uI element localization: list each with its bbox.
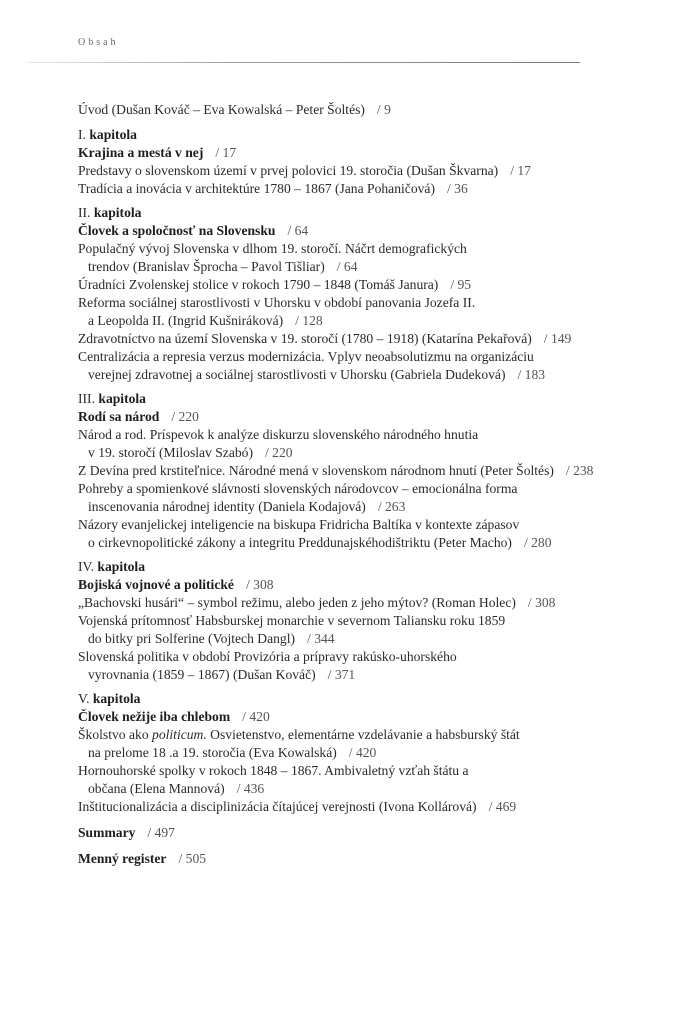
chapter-1: I. kapitola Krajina a mestá v nej / 17 Predstavy o slovenskom území v prvej polovici 19. storočia (Dušan Škvarna) / 17 Tradícia a inovácia v architektúre 1780 – 1867 (Jana Pohaničová) / 36 — [78, 126, 618, 198]
chapter-3: III. kapitola Rodí sa národ / 220 Národ a rod. Príspevok k analýze diskurzu slovenského národného hnutia v 19. storočí (Miloslav Szabó) / 220 Z Devína pred krstiteľnice. Národné mená v slovenskom národnom hnutí (Peter Šoltés) / 238 Pohreby a spomienkové slávnosti slovenských národovcov – emocionálna forma inscenovania národnej identity (Daniela Kodajová) / 263 Názory evanjelickej inteligencie na biskupa Fridricha Baltíka v kontexte zápasov o cirkevnopolitické zákony a integritu Preddunajskéhodištriktu (Peter Macho) / 280 — [78, 390, 618, 552]
chapter-title[interactable]: Rodí sa národ / 220 — [78, 409, 199, 424]
toc-entry[interactable]: Inštitucionalizácia a disciplinizácia čítajúcej verejnosti (Ivona Kollárová) / 469 — [78, 799, 517, 814]
toc-entry[interactable]: Zdravotníctvo na území Slovenska v 19. storočí (1780 – 1918) (Katarína Pekařová) / 149 — [78, 331, 572, 346]
toc-entry[interactable]: Reforma sociálnej starostlivosti v Uhorsku v období panovania Jozefa II. a Leopolda II. (Ingrid Kušniráková) / 128 — [78, 295, 476, 328]
toc-entry[interactable]: Názory evanjelickej inteligencie na biskupa Fridricha Baltíka v kontexte zápasov o cirkevnopolitické zákony a integritu Preddunajskéhodištriktu (Peter Macho) / 280 — [78, 517, 552, 550]
toc-entry[interactable]: Školstvo ako politicum. Osvietenstvo, elementárne vzdelávanie a habsburský štát na prelome 18 .a 19. storočia (Eva Kowalská) / 420 — [78, 727, 520, 760]
chapter-title[interactable]: Krajina a mestá v nej / 17 — [78, 145, 237, 160]
toc-name-index[interactable]: Menný register / 505 — [78, 851, 207, 866]
toc-entry[interactable]: Populačný vývoj Slovenska v dlhom 19. storočí. Náčrt demografických trendov (Branislav Šprocha – Pavol Tišliar) / 64 — [78, 241, 467, 274]
toc-entry[interactable]: Národ a rod. Príspevok k analýze diskurzu slovenského národného hnutia v 19. storočí (Miloslav Szabó) / 220 — [78, 427, 479, 460]
toc-entry[interactable]: Centralizácia a represia verzus modernizácia. Vplyv neoabsolutizmu na organizáciu verejnej zdravotnej a sociálnej starostlivosti v Uhorsku (Gabriela Dudeková) / 183 — [78, 349, 546, 382]
toc-entry[interactable]: Pohreby a spomienkové slávnosti slovenských národovcov – emocionálna forma inscenovania národnej identity (Daniela Kodajová) / 263 — [78, 481, 518, 514]
chapter-title[interactable]: Človek a spoločnosť na Slovensku / 64 — [78, 223, 309, 238]
chapter-2: II. kapitola Človek a spoločnosť na Slovensku / 64 Populačný vývoj Slovenska v dlhom 19. storočí. Náčrt demografických trendov (Branislav Šprocha – Pavol Tišliar) / 64 Úradníci Zvolenskej stolice v rokoch 1790 – 1848 (Tomáš Janura) / 95 Reforma sociálnej starostlivosti v Uhorsku v období panovania Jozefa II. a Leopolda II. (Ingrid Kušniráková) / 128 Zdravotníctvo na území Slovenska v 19. storočí (1780 – 1918) (Katarína Pekařová) / 149 Centralizácia a represia verzus modernizácia. Vplyv neoabsolutizmu na organizáciu verejnej zdravotnej a sociálnej starostlivosti v Uhorsku (Gabriela Dudeková) / 183 — [78, 204, 618, 384]
chapter-title[interactable]: Človek nežije iba chlebom / 420 — [78, 709, 270, 724]
chapter-title[interactable]: Bojiská vojnové a politické / 308 — [78, 577, 274, 592]
toc-entry[interactable]: Vojenská prítomnosť Habsburskej monarchie v severnom Taliansku roku 1859 do bitky pri Solferine (Vojtech Dangl) / 344 — [78, 613, 506, 646]
toc-entry[interactable]: Tradícia a inovácia v architektúre 1780 – 1867 (Jana Pohaničová) / 36 — [78, 181, 468, 196]
chapter-5: V. kapitola Človek nežije iba chlebom / 420 Školstvo ako politicum. Osvietenstvo, elementárne vzdelávanie a habsburský štát na prelome 18 .a 19. storočia (Eva Kowalská) / 420 Hornouhorské spolky v rokoch 1848 – 1867. Ambivaletný vzťah štátu a občana (Elena Mannová) / 436 Inštitucionalizácia a disciplinizácia čítajúcej verejnosti (Ivona Kollárová) / 469 — [78, 690, 618, 816]
chapter-4: IV. kapitola Bojiská vojnové a politické / 308 „Bachovski husári“ – symbol režimu, alebo jeden z jeho mýtov? (Roman Holec) / 308 Vojenská prítomnosť Habsburskej monarchie v severnom Taliansku roku 1859 do bitky pri Solferine (Vojtech Dangl) / 344 Slovenská politika v období Provizória a prípravy rakúsko-uhorského vyrovnania (1859 – 1867) (Dušan Kováč) / 371 — [78, 558, 618, 684]
toc-entry[interactable]: Slovenská politika v období Provizória a prípravy rakúsko-uhorského vyrovnania (1859 – 1867) (Dušan Kováč) / 371 — [78, 649, 457, 682]
page-number: / 9 — [376, 102, 391, 117]
toc-entry[interactable]: Úradníci Zvolenskej stolice v rokoch 1790 – 1848 (Tomáš Janura) / 95 — [78, 277, 472, 292]
running-header: Obsah — [78, 37, 119, 48]
toc-entry[interactable]: Z Devína pred krstiteľnice. Národné mená v slovenskom národnom hnutí (Peter Šoltés) / 238 — [78, 463, 594, 478]
toc-entry[interactable]: Hornouhorské spolky v rokoch 1848 – 1867. Ambivaletný vzťah štátu a občana (Elena Mannová) / 436 — [78, 763, 469, 796]
toc-entry[interactable]: Predstavy o slovenskom území v prvej polovici 19. storočia (Dušan Škvarna) / 17 — [78, 163, 531, 178]
table-of-contents — [78, 101, 618, 868]
toc-intro[interactable]: Úvod (Dušan Kováč – Eva Kowalská – Peter Šoltés) / 9 — [78, 102, 391, 117]
toc-summary[interactable]: Summary / 497 — [78, 825, 175, 840]
header-rule — [27, 62, 580, 63]
toc-entry[interactable]: „Bachovski husári“ – symbol režimu, alebo jeden z jeho mýtov? (Roman Holec) / 308 — [78, 595, 556, 610]
